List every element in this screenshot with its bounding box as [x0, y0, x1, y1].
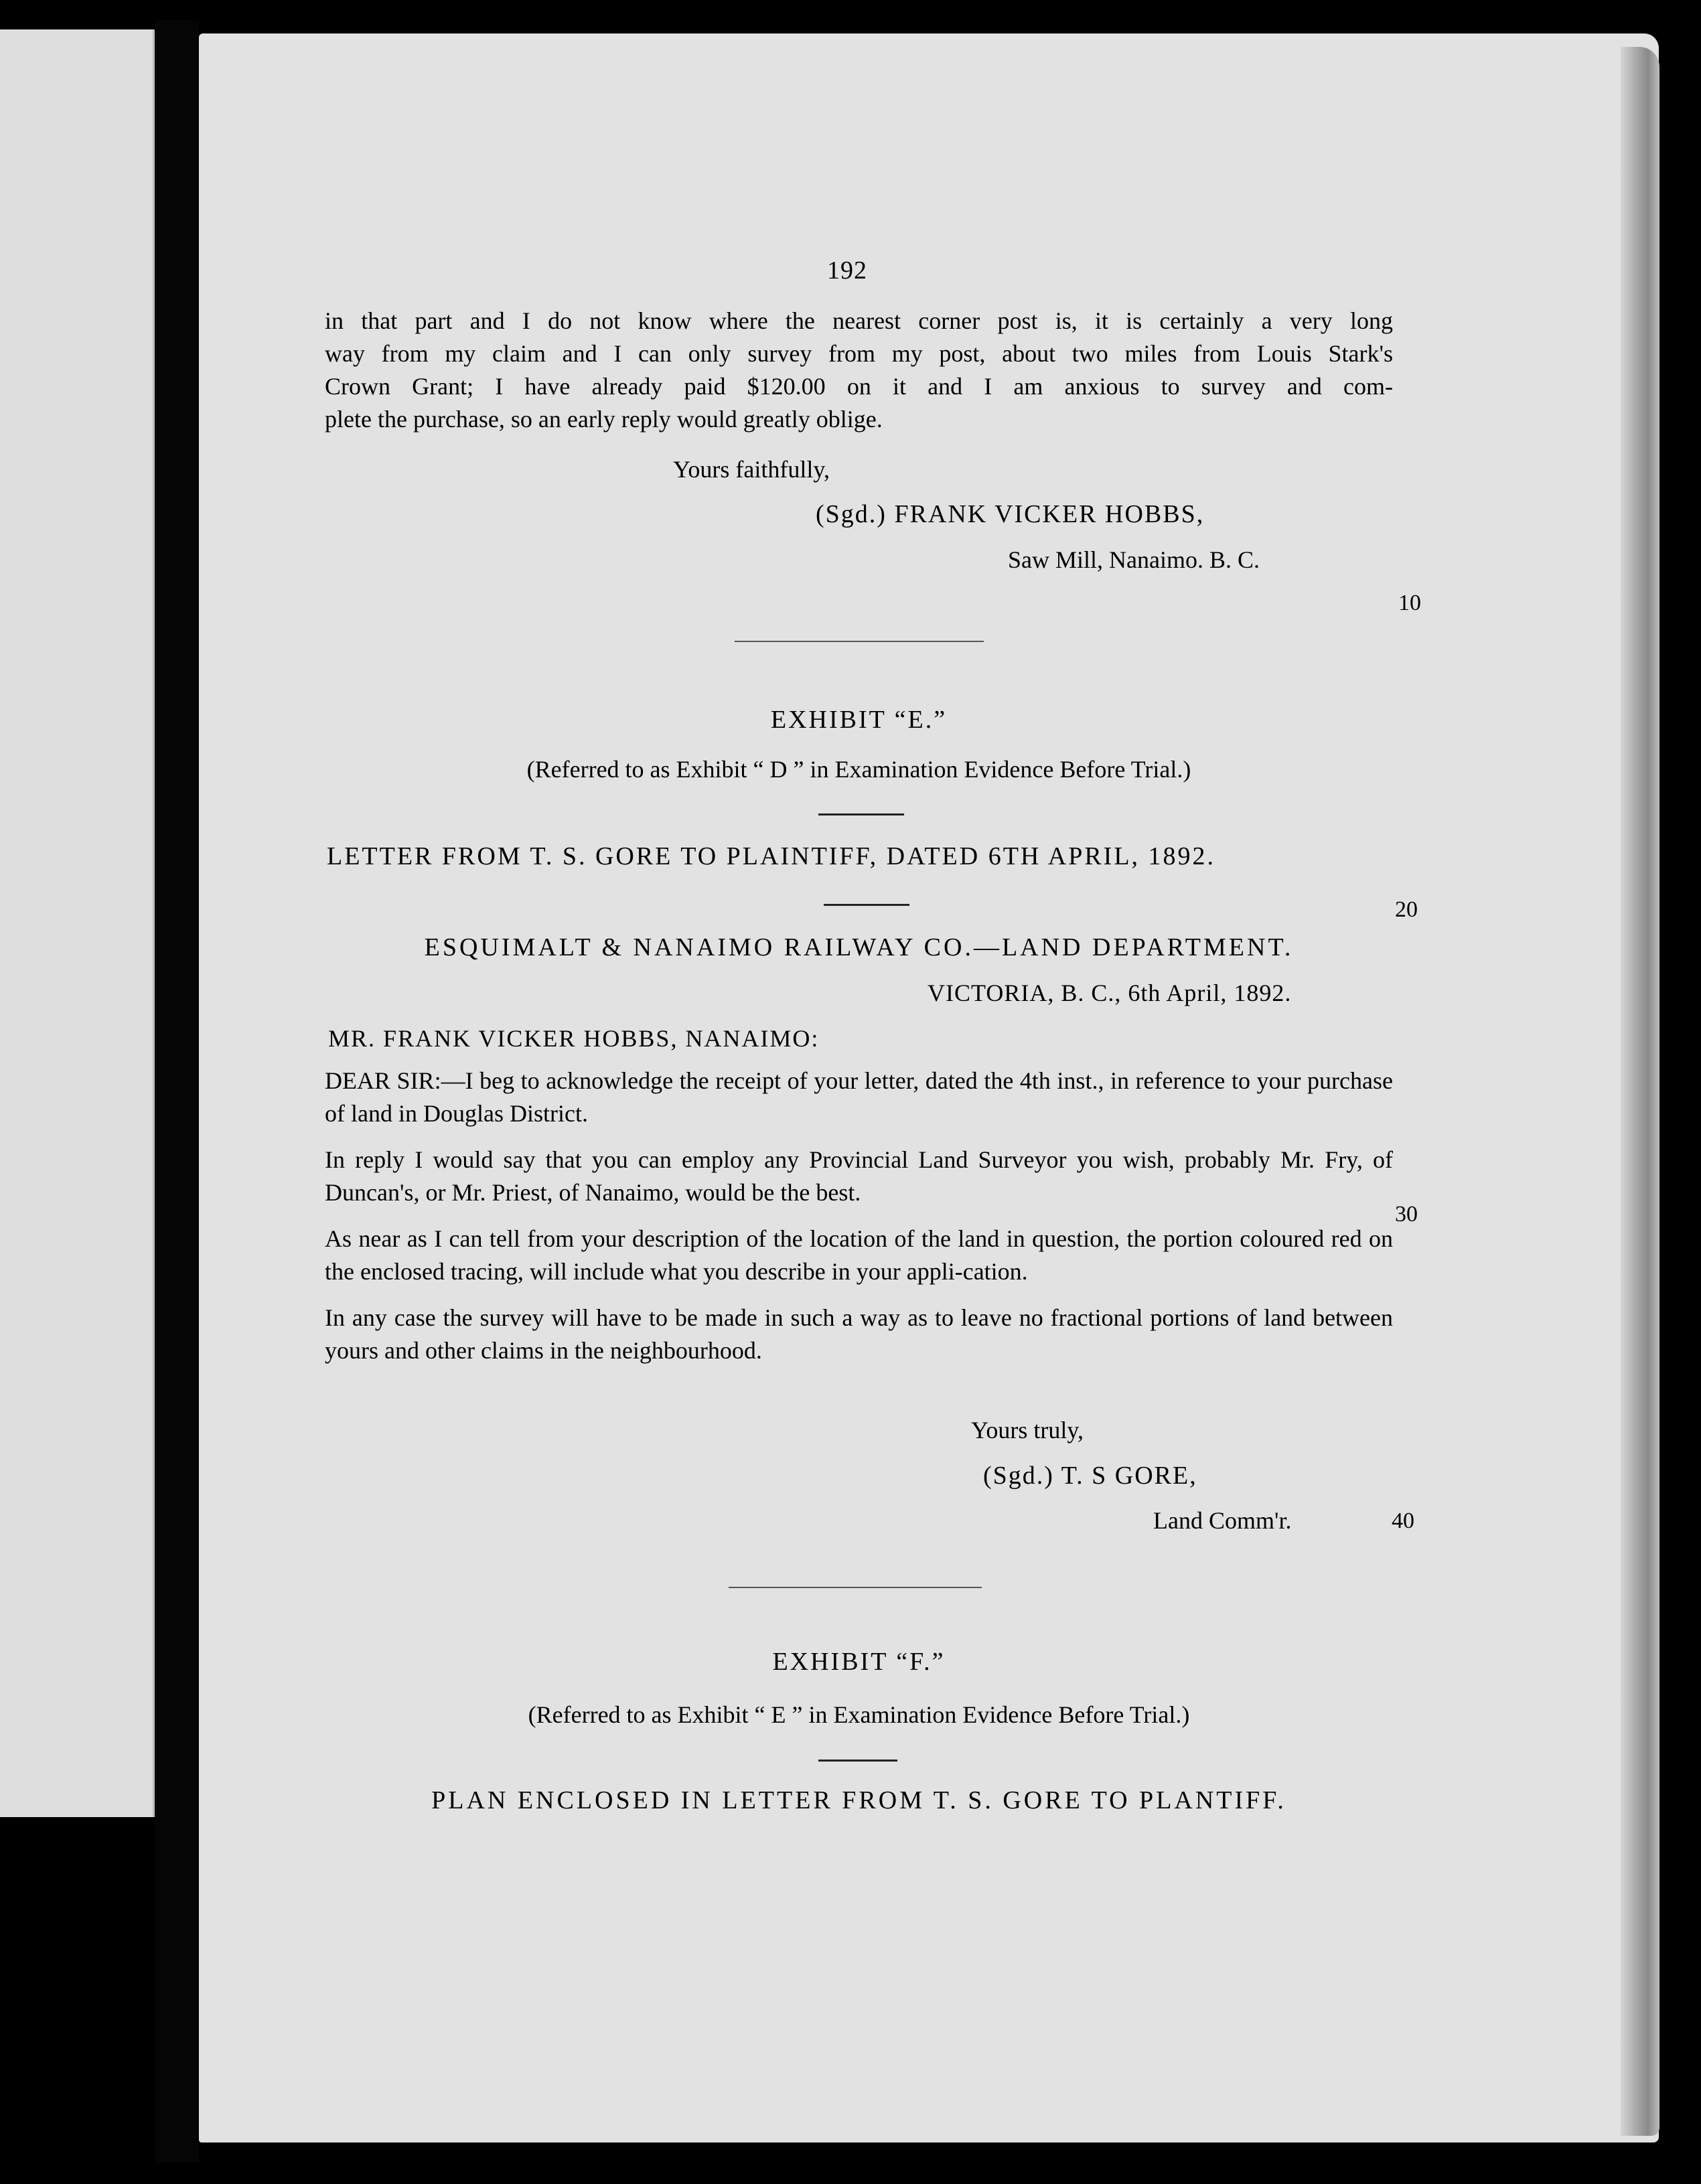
exhibit-e-reference: (Referred to as Exhibit “ D ” in Examination Evidence Before Trial.): [526, 756, 1191, 783]
second-letter-valediction: Yours truly,: [971, 1417, 1084, 1444]
exhibit-f-title: EXHIBIT “F.”: [772, 1648, 946, 1676]
page-edge-shadow: [1621, 47, 1659, 2136]
place-date: VICTORIA, B. C., 6th April, 1892.: [928, 980, 1292, 1006]
short-rule: [824, 904, 909, 906]
line-number: 30: [1395, 1202, 1418, 1227]
short-rule: [818, 813, 904, 815]
opening-line: way from my claim and I can only survey from my post, about two miles from Louis Stark's: [325, 340, 1393, 367]
section-divider: [729, 1587, 982, 1588]
opening-line: Crown Grant; I have already paid $120.00 on it and I am anxious to survey and com-: [325, 373, 1393, 400]
letter-paragraph: DEAR SIR:—I beg to acknowledge the receipt of your letter, dated the 4th inst., in reference to your purchase of land in Douglas District.: [325, 1067, 1393, 1127]
company-heading: ESQUIMALT & NANAIMO RAILWAY CO.—LAND DEPARTMENT.: [424, 933, 1294, 961]
addressee: MR. FRANK VICKER HOBBS, NANAIMO:: [328, 1025, 820, 1052]
opening-line: in that part and I do not know where the nearest corner post is, it is certainly a very long: [325, 307, 1393, 334]
second-letter-title: Land Comm'r.: [1153, 1507, 1292, 1534]
first-letter-address: Saw Mill, Nanaimo. B. C.: [1008, 546, 1260, 573]
first-letter-signature: (Sgd.) FRANK VICKER HOBBS,: [816, 500, 1205, 528]
book-gutter: [155, 20, 199, 2163]
exhibit-f-heading: PLAN ENCLOSED IN LETTER FROM T. S. GORE TO PLANTIFF.: [431, 1786, 1286, 1814]
short-rule: [818, 1760, 897, 1762]
line-number: 40: [1392, 1508, 1414, 1533]
exhibit-f-reference: (Referred to as Exhibit “ E ” in Examination Evidence Before Trial.): [528, 1701, 1190, 1728]
section-divider: [735, 641, 984, 642]
letter-paragraph: As near as I can tell from your description of the location of the land in question, the portion coloured red on the enclosed tracing, will include what you describe in your appli-cation.: [325, 1225, 1393, 1285]
exhibit-e-title: EXHIBIT “E.”: [770, 706, 948, 734]
exhibit-e-letter-heading: LETTER FROM T. S. GORE TO PLAINTIFF, DATED 6TH APRIL, 1892.: [327, 842, 1216, 870]
first-letter-valediction: Yours faithfully,: [673, 456, 830, 483]
line-number: 10: [1398, 591, 1421, 615]
page-number: 192: [827, 256, 867, 285]
letter-body: [325, 1065, 1393, 1367]
letter-paragraph: In any case the survey will have to be made in such a way as to leave no fractional portions of land between yours and other claims in the neighbourhood.: [325, 1304, 1393, 1364]
letter-paragraph: In reply I would say that you can employ any Provincial Land Surveyor you wish, probably Mr. Fry, of Duncan's, or Mr. Priest, of Nanaimo, would be the best.: [325, 1146, 1393, 1206]
line-number: 20: [1395, 897, 1418, 922]
opening-paragraph: [325, 305, 1393, 436]
second-letter-signature: (Sgd.) T. S GORE,: [983, 1462, 1197, 1490]
left-page-edge: [0, 29, 155, 1817]
opening-line: plete the purchase, so an early reply would greatly oblige.: [325, 406, 883, 433]
